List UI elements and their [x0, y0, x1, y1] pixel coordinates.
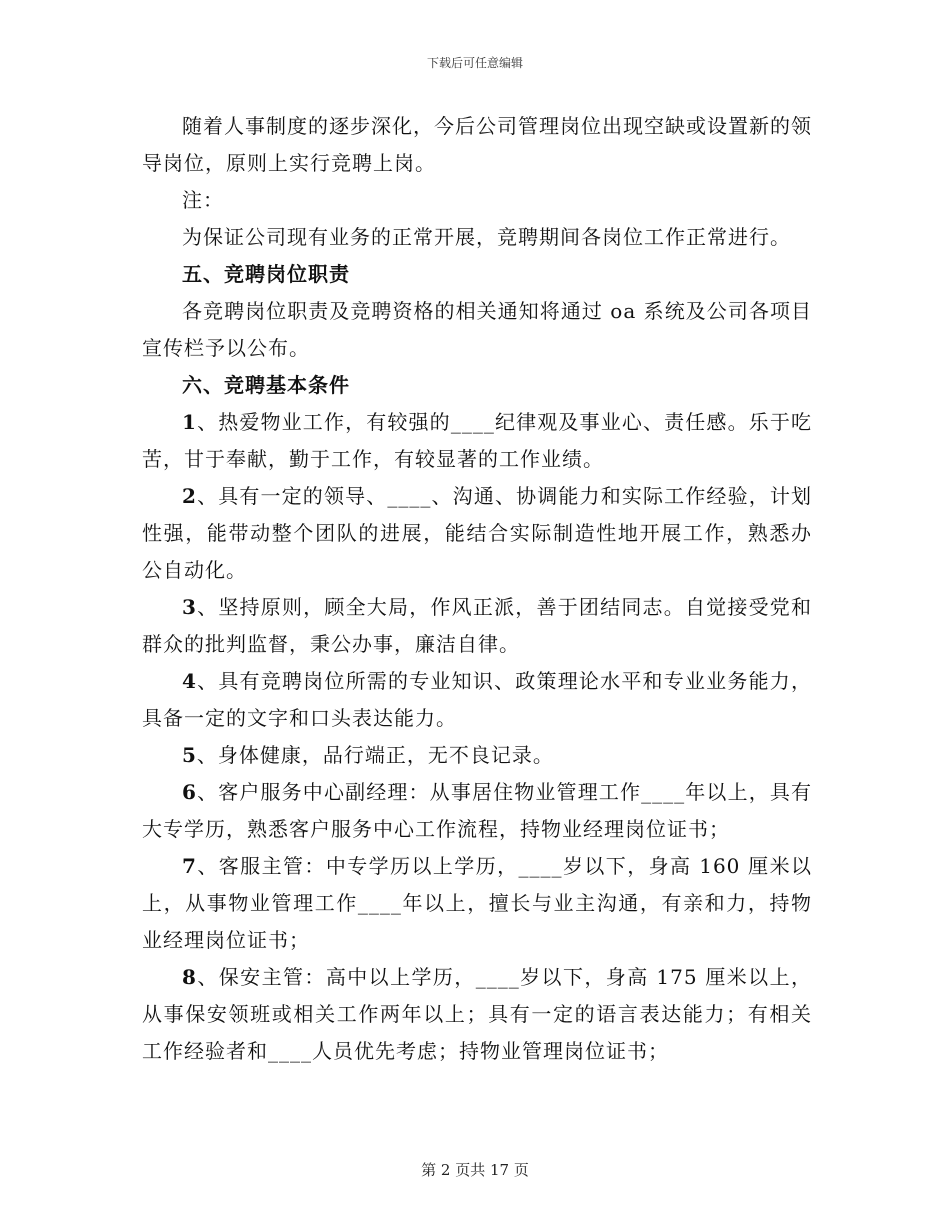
list-item-text: 、保安主管：高中以上学历，____岁以下，身高 175 厘米以上，从事保安领班或相关工作两年以上；具有一定的语言表达能力；有相关工作经验者和____人员优先考虑；持物业管理岗位证书； [142, 965, 812, 1063]
list-item-text: 、具有一定的领导、____、沟通、协调能力和实际工作经验，计划性强，能带动整个团队的进展，能结合实际制造性地开展工作，熟悉办公自动化。 [142, 484, 812, 582]
list-item [142, 663, 812, 737]
list-item [142, 737, 812, 774]
section-heading-5: 五、竞聘岗位职责 [182, 262, 350, 286]
list-item-text: 、热爱物业工作，有较强的____纪律观及事业心、责任感。乐于吃苦，甘于奉献，勤于工作，有较显著的工作业绩。 [142, 410, 812, 471]
paragraph-note-label: 注： [182, 188, 224, 212]
paragraph-note: 为保证公司现有业务的正常开展，竞聘期间各岗位工作正常进行。 [182, 225, 791, 249]
page-number: 第 2 页共 17 页 [421, 1161, 529, 1179]
list-item [142, 774, 812, 848]
paragraph-intro: 随着人事制度的逐步深化，今后公司管理岗位出现空缺或设置新的领导岗位，原则上实行竞聘上岗。 [142, 114, 812, 175]
list-item-text: 、客服主管：中专学历以上学历，____岁以下，身高 160 厘米以上，从事物业管理工作____年以上，擅长与业主沟通，有亲和力，持物业经理岗位证书； [142, 854, 812, 952]
list-item [142, 589, 812, 663]
list-item-number: 3 [182, 595, 197, 619]
list-item [142, 404, 812, 478]
paragraph-duties: 各竞聘岗位职责及竞聘资格的相关通知将通过 oa 系统及公司各项目宣传栏予以公布。 [142, 299, 812, 360]
list-item-text: 、具有竞聘岗位所需的专业知识、政策理论水平和专业业务能力，具备一定的文字和口头表达能力。 [142, 669, 812, 730]
list-item-text: 、客户服务中心副经理：从事居住物业管理工作____年以上，具有大专学历，熟悉客户服务中心工作流程，持物业经理岗位证书； [142, 780, 812, 841]
list-item-number: 5 [182, 743, 197, 767]
list-item [142, 959, 812, 1070]
document-body [142, 108, 812, 1070]
list-item [142, 848, 812, 959]
list-item-text: 、身体健康，品行端正，无不良记录。 [196, 743, 554, 767]
list-item-number: 4 [182, 669, 197, 693]
list-item-number: 2 [182, 484, 197, 508]
list-item-number: 1 [182, 410, 197, 434]
list-item-number: 6 [182, 780, 197, 804]
list-item-number: 7 [182, 854, 197, 878]
list-item-number: 8 [182, 965, 197, 989]
list-item-text: 、坚持原则，顾全大局，作风正派，善于团结同志。自觉接受党和群众的批判监督，秉公办事，廉洁自律。 [142, 595, 812, 656]
section-heading-6: 六、竞聘基本条件 [182, 373, 350, 397]
list-item [142, 478, 812, 589]
page-header: 下载后可任意编辑 [426, 56, 523, 70]
